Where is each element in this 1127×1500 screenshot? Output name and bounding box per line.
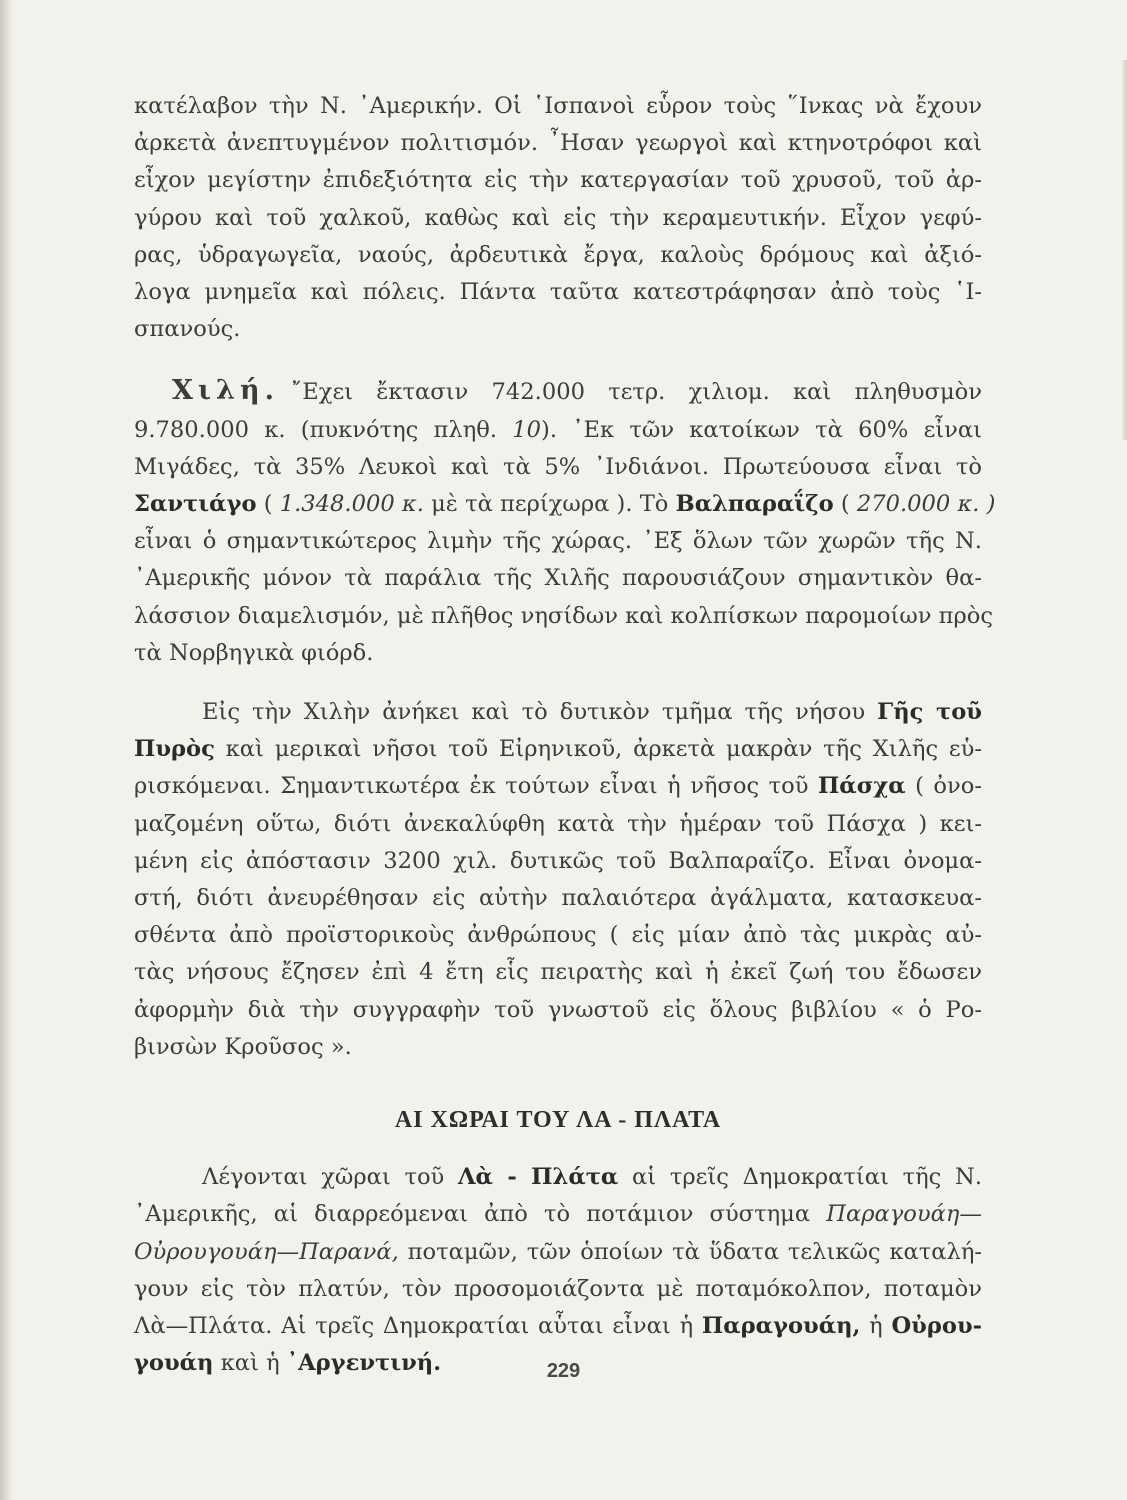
text-line: λάσσιον διαμελισμόν, μὲ πλῆθος νησίδων καὶ κολπίσκων παρομοίων πρὸς — [134, 602, 994, 629]
tierra-del-fuego-term: Γῆς τοῦ — [877, 699, 982, 726]
text-line — [134, 1308, 982, 1345]
laplata-line-5c: ἡ — [860, 1313, 892, 1340]
text-line — [134, 731, 982, 768]
paragraph-la-plata — [134, 1159, 982, 1382]
text-line: εἶναι ὁ σημαντικώτερος λιμὴν τῆς χώρας. ᾿Εξ ὅλων τῶν χωρῶν τῆς Ν. — [134, 528, 982, 555]
santiago-population: 1.348.000 κ. — [279, 491, 424, 518]
valparaiso-term: Βαλπαραΐζο — [675, 491, 834, 518]
santiago-term: Σαντιάγο — [134, 491, 257, 518]
page-body — [134, 88, 996, 1383]
laplata-line-1a: Λέγονται χῶραι τοῦ — [202, 1164, 459, 1191]
text-line — [134, 1159, 982, 1196]
text-line: μαζομένη οὕτω, διότι ἀνεκαλύφθη κατὰ τὴν ἡμέραν τοῦ Πάσχα ) κει- — [134, 810, 982, 837]
page-right-edge — [1121, 60, 1127, 440]
text-line: τὰ Νορβηγικὰ φιόρδ. — [134, 639, 374, 666]
text-line: Μιγάδες, τὰ 35% Λευκοὶ καὶ τὰ 5% ᾿Ινδιάνοι. Πρωτεύουσα εἶναι τὸ — [134, 453, 982, 480]
islands-line-3c: ( ὀνο- — [905, 773, 982, 800]
text-line: γύρου καὶ τοῦ χαλκοῦ, καθὼς καὶ εἰς τὴν κεραμευτικήν. Εἶχον γεφύ- — [134, 204, 982, 231]
paragraph-chile — [134, 372, 996, 672]
text-line — [134, 1196, 982, 1233]
text-line: τὰς νήσους ἔζησεν ἐπὶ 4 ἔτη εἷς πειρατὴς καὶ ἡ ἐκεῖ ζωή του ἔδωσεν — [134, 959, 982, 986]
text-line — [134, 694, 982, 731]
paraguay-term: Παραγουάη, — [701, 1313, 861, 1340]
text-line — [134, 372, 982, 411]
uruguay-term: Οὐρου- — [891, 1313, 982, 1340]
laplata-line-1c: αἱ τρεῖς Δημοκρατίαι τῆς Ν. — [618, 1164, 982, 1191]
text-line: σθέντα ἀπὸ προϊστορικοὺς ἀνθρώπους ( εἰς μίαν ἀπὸ τὰς μικρὰς αὐ- — [134, 922, 982, 949]
page-binding-edge — [0, 0, 14, 1500]
uruguay-term-2: γουάη — [134, 1350, 214, 1377]
chile-line-4d: μὲ τὰ περίχωρα ). Τὸ — [423, 491, 676, 518]
laplata-line-6b: καὶ ἡ — [213, 1350, 287, 1377]
chile-title: Χιλή. — [172, 375, 279, 407]
paragraph-inca — [134, 88, 982, 348]
la-plata-term: Λὰ - Πλάτα — [458, 1164, 619, 1191]
laplata-line-3b: ποταμῶν, τῶν ὁποίων τὰ ὕδατα τελικῶς καταλή- — [398, 1238, 982, 1265]
chile-line-2a: 9.780.000 κ. (πυκνότης πληθ. — [134, 416, 513, 443]
islands-line-3a: ρισκόμεναι. Σημαντικωτέρα ἐκ τούτων εἶναι ἡ νῆσος τοῦ — [134, 773, 818, 800]
laplata-line-2a: ᾿Αμερικῆς, αἱ διαρρεόμεναι ἀπὸ τὸ ποτάμιον σύστημα — [134, 1201, 827, 1228]
text-line: ἀρκετὰ ἀνεπτυγμένον πολιτισμόν. ῏Ησαν γεωργοὶ καὶ κτηνοτρόφοι καὶ — [134, 130, 982, 157]
argentina-term: ᾿Αργεντινή. — [286, 1350, 442, 1377]
text-line: μένη εἰς ἀπόστασιν 3200 χιλ. δυτικῶς τοῦ Βαλπαραΐζο. Εἶναι ὀνομα- — [134, 847, 982, 874]
text-line: εἶχον μεγίστην ἐπιδεξιότητα εἰς τὴν κατεργασίαν τοῦ χρυσοῦ, τοῦ ἀρ- — [134, 167, 982, 194]
text-line: κατέλαβον τὴν Ν. ᾿Αμερικήν. Οἱ ῾Ισπανοὶ εὗρον τοὺς ῞Ινκας νὰ ἔχουν — [134, 93, 982, 119]
river-system-term: Παραγουάη— — [826, 1201, 982, 1228]
text-line: σπανούς. — [134, 316, 241, 343]
text-line — [134, 1234, 982, 1271]
text-line: βινσὼν Κροῦσος ». — [134, 1033, 352, 1060]
text-line — [134, 412, 982, 449]
laplata-line-5a: Λὰ—Πλάτα. Αἱ τρεῖς Δημοκρατίαι αὗται εἶναι ἡ — [134, 1313, 702, 1340]
chile-line-4b: ( — [256, 491, 280, 518]
chile-line-1: ῎Εχει ἔκτασιν 742.000 τετρ. χιλιομ. καὶ πληθυσμὸν — [290, 379, 982, 406]
chile-line-4f: ( — [833, 491, 857, 518]
text-line: ἀφορμὴν διὰ τὴν συγγραφὴν τοῦ γνωστοῦ εἰς ὅλους βιβλίου « ὁ Ρο- — [134, 996, 982, 1023]
text-line: ᾿Αμερικῆς μόνον τὰ παράλια τῆς Χιλῆς παρουσιάζουν σημαντικὸν θα- — [134, 565, 982, 592]
text-line — [134, 486, 996, 523]
paragraph-islands — [134, 694, 982, 1066]
density-value: 10 — [512, 416, 542, 443]
text-line: γουν εἰς τὸν πλατύν, τὸν προσομοιάζοντα μὲ ποταμόκολπον, ποταμὸν — [134, 1275, 982, 1302]
section-heading: ΑΙ ΧΩΡΑΙ ΤΟΥ ΛΑ - ΠΛΑΤΑ — [394, 1107, 722, 1134]
text-line: ρας, ὑδραγωγεῖα, ναούς, ἀρδευτικὰ ἔργα, καλοὺς δρόμους καὶ ἀξιό- — [134, 241, 982, 268]
tierra-del-fuego-term-2: Πυρὸς — [134, 736, 215, 763]
page-number: 229 — [546, 1360, 581, 1382]
text-line — [134, 768, 982, 805]
valparaiso-population: 270.000 κ. ) — [856, 491, 996, 518]
river-system-term-2: Οὐρουγουάη—Παρανά, — [134, 1238, 399, 1265]
chile-line-2c: ). ᾿Εκ τῶν κατοίκων τὰ 60% εἶναι — [541, 416, 982, 443]
text-line: στή, διότι ἀνευρέθησαν εἰς αὐτὴν παλαιότερα ἀγάλματα, κατασκευα- — [134, 885, 982, 912]
text-line: λογα μνημεῖα καὶ πόλεις. Πάντα ταῦτα κατεστράφησαν ἀπὸ τοὺς ῾Ι- — [134, 279, 982, 306]
easter-island-term: Πάσχα — [817, 773, 906, 800]
islands-line-2b: καὶ μερικαὶ νῆσοι τοῦ Εἰρηνικοῦ, ἀρκετὰ μακρὰν τῆς Χιλῆς εὑ- — [214, 736, 982, 763]
islands-line-1a: Εἰς τὴν Χιλὴν ἀνήκει καὶ τὸ δυτικὸν τμῆμα τῆς νήσου — [202, 699, 878, 726]
